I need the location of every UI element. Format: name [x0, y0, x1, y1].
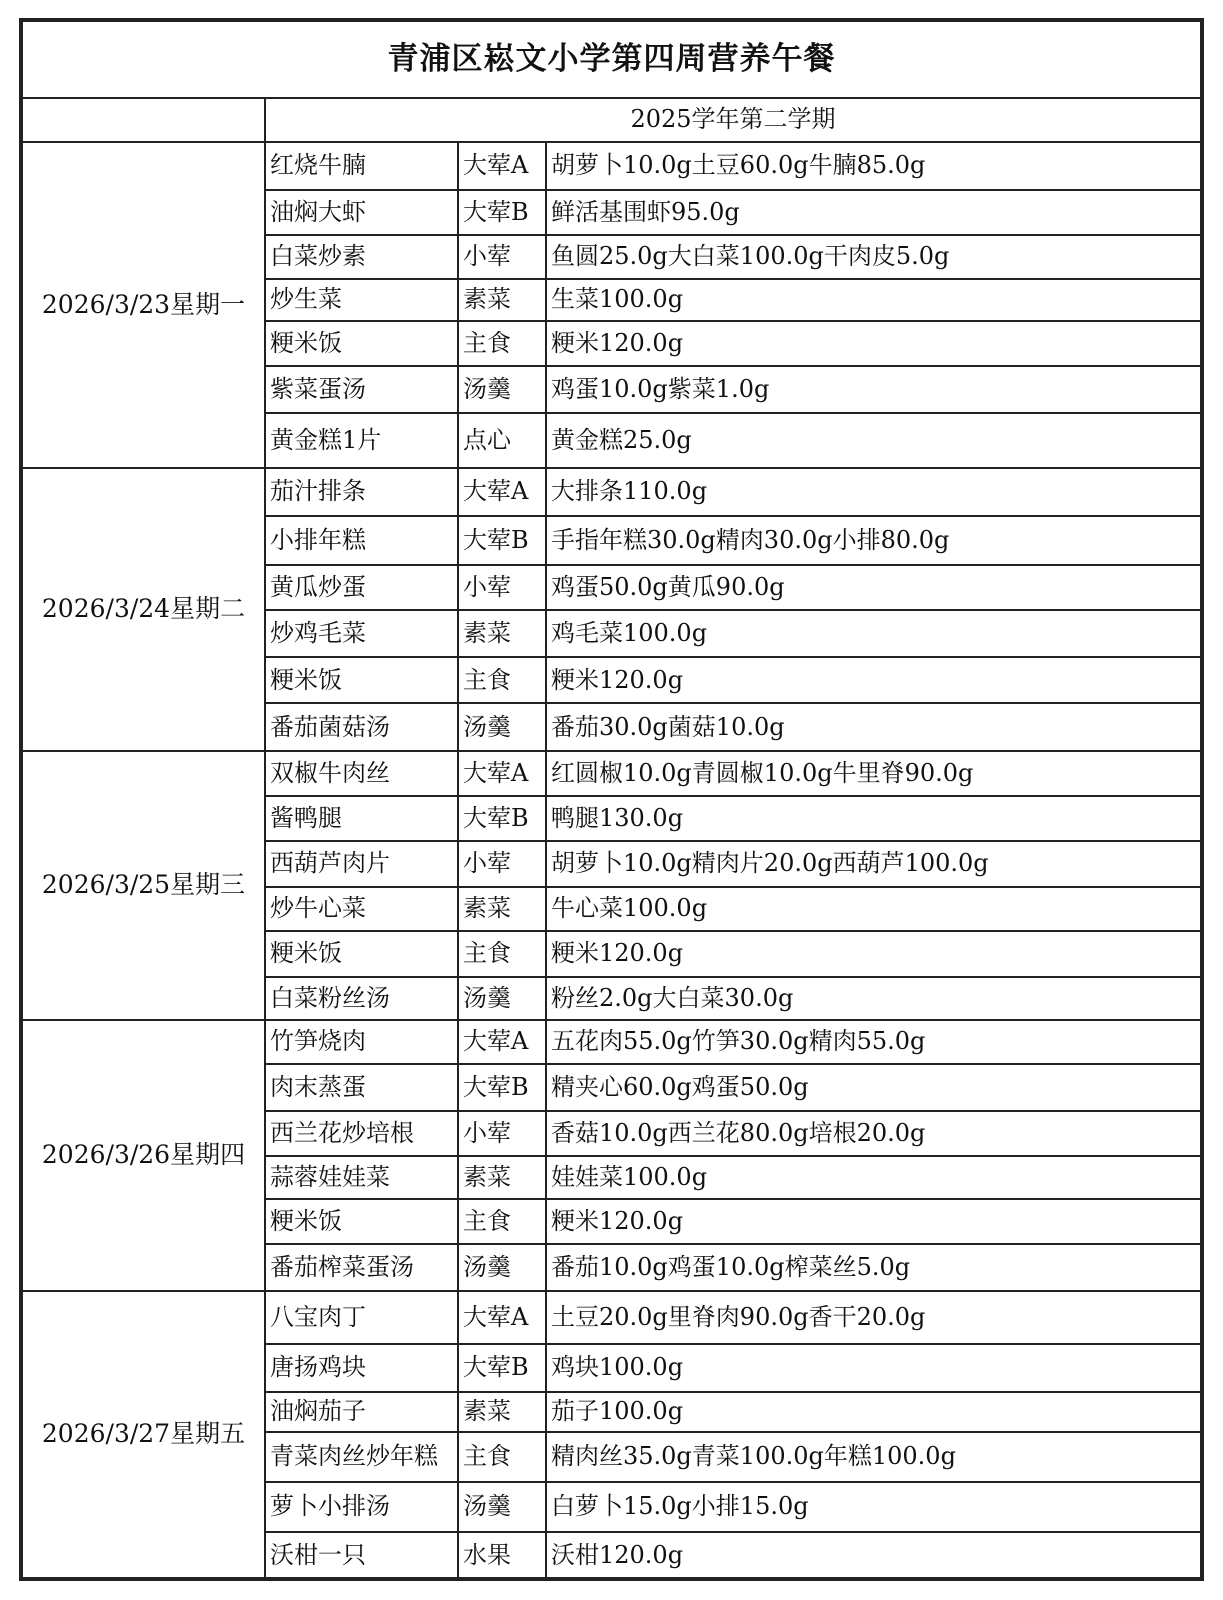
dish-ingredients: 胡萝卜10.0g精肉片20.0g西葫芦100.0g	[546, 841, 1201, 888]
dish-category: 小荤	[458, 1111, 546, 1156]
dish-name: 粳米饭	[265, 931, 458, 978]
dish-name: 黄瓜炒蛋	[265, 565, 458, 610]
dish-name: 粳米饭	[265, 657, 458, 704]
menu-row	[22, 751, 1201, 796]
dish-ingredients: 黄金糕25.0g	[546, 413, 1201, 468]
dish-ingredients: 娃娃菜100.0g	[546, 1156, 1201, 1198]
dish-category: 小荤	[458, 235, 546, 278]
dish-ingredients: 生菜100.0g	[546, 279, 1201, 321]
dish-category: 主食	[458, 1199, 546, 1244]
dish-name: 双椒牛肉丝	[265, 751, 458, 796]
dish-ingredients: 粳米120.0g	[546, 931, 1201, 978]
day-date: 2026/3/25星期三	[22, 751, 265, 1020]
dish-ingredients: 红圆椒10.0g青圆椒10.0g牛里脊90.0g	[546, 751, 1201, 796]
dish-ingredients: 粳米120.0g	[546, 657, 1201, 704]
menu-row	[22, 1020, 1201, 1064]
day-date: 2026/3/23星期一	[22, 142, 265, 468]
dish-name: 西葫芦肉片	[265, 841, 458, 888]
lunch-menu	[19, 18, 1204, 1581]
dish-name: 茄汁排条	[265, 468, 458, 517]
dish-ingredients: 鸡块100.0g	[546, 1344, 1201, 1392]
dish-ingredients: 鲜活基围虾95.0g	[546, 190, 1201, 235]
dish-name: 油焖茄子	[265, 1392, 458, 1432]
dish-category: 大荤A	[458, 1020, 546, 1064]
dish-category: 大荤A	[458, 142, 546, 190]
dish-name: 番茄榨菜蛋汤	[265, 1244, 458, 1291]
dish-name: 唐扬鸡块	[265, 1344, 458, 1392]
dish-name: 萝卜小排汤	[265, 1482, 458, 1533]
dish-name: 蒜蓉娃娃菜	[265, 1156, 458, 1198]
dish-category: 大荤B	[458, 796, 546, 840]
dish-name: 紫菜蛋汤	[265, 366, 458, 414]
dish-name: 西兰花炒培根	[265, 1111, 458, 1156]
dish-category: 大荤A	[458, 751, 546, 796]
dish-name: 酱鸭腿	[265, 796, 458, 840]
dish-ingredients: 大排条110.0g	[546, 468, 1201, 517]
dish-ingredients: 精肉丝35.0g青菜100.0g年糕100.0g	[546, 1432, 1201, 1482]
dish-name: 炒生菜	[265, 279, 458, 321]
dish-ingredients: 鸡毛菜100.0g	[546, 610, 1201, 657]
day-date: 2026/3/24星期二	[22, 468, 265, 751]
dish-category: 小荤	[458, 565, 546, 610]
title-row	[22, 21, 1201, 98]
dish-category: 主食	[458, 1432, 546, 1482]
menu-row	[22, 468, 1201, 517]
dish-ingredients: 番茄30.0g菌菇10.0g	[546, 703, 1201, 751]
dish-category: 汤羹	[458, 703, 546, 751]
dish-category: 汤羹	[458, 366, 546, 414]
menu-row	[22, 1291, 1201, 1345]
dish-ingredients: 鱼圆25.0g大白菜100.0g干肉皮5.0g	[546, 235, 1201, 278]
dish-ingredients: 胡萝卜10.0g土豆60.0g牛腩85.0g	[546, 142, 1201, 190]
dish-category: 素菜	[458, 610, 546, 657]
dish-ingredients: 鸡蛋10.0g紫菜1.0g	[546, 366, 1201, 414]
dish-ingredients: 香菇10.0g西兰花80.0g培根20.0g	[546, 1111, 1201, 1156]
dish-name: 肉末蒸蛋	[265, 1064, 458, 1111]
menu-row	[22, 142, 1201, 190]
dish-name: 小排年糕	[265, 516, 458, 565]
menu-table	[21, 20, 1202, 1579]
dish-name: 竹笋烧肉	[265, 1020, 458, 1064]
dish-name: 油焖大虾	[265, 190, 458, 235]
dish-category: 主食	[458, 931, 546, 978]
dish-name: 粳米饭	[265, 321, 458, 365]
dish-name: 粳米饭	[265, 1199, 458, 1244]
dish-ingredients: 精夹心60.0g鸡蛋50.0g	[546, 1064, 1201, 1111]
page-title: 青浦区崧文小学第四周营养午餐	[22, 21, 1201, 98]
dish-category: 大荤A	[458, 468, 546, 517]
dish-ingredients: 粉丝2.0g大白菜30.0g	[546, 977, 1201, 1019]
dish-category: 汤羹	[458, 1482, 546, 1533]
dish-ingredients: 手指年糕30.0g精肉30.0g小排80.0g	[546, 516, 1201, 565]
dish-category: 汤羹	[458, 1244, 546, 1291]
dish-ingredients: 牛心菜100.0g	[546, 887, 1201, 930]
dish-category: 素菜	[458, 1156, 546, 1198]
dish-name: 番茄菌菇汤	[265, 703, 458, 751]
dish-category: 素菜	[458, 887, 546, 930]
term-label: 2025学年第二学期	[265, 98, 1201, 142]
dish-name: 白菜粉丝汤	[265, 977, 458, 1019]
dish-category: 水果	[458, 1532, 546, 1578]
day-date: 2026/3/26星期四	[22, 1020, 265, 1291]
term-row	[22, 98, 1201, 142]
dish-name: 炒牛心菜	[265, 887, 458, 930]
dish-ingredients: 沃柑120.0g	[546, 1532, 1201, 1578]
dish-name: 沃柑一只	[265, 1532, 458, 1578]
dish-ingredients: 粳米120.0g	[546, 321, 1201, 365]
dish-category: 主食	[458, 321, 546, 365]
dish-name: 黄金糕1片	[265, 413, 458, 468]
dish-category: 大荤A	[458, 1291, 546, 1345]
dish-category: 大荤B	[458, 516, 546, 565]
dish-name: 炒鸡毛菜	[265, 610, 458, 657]
dish-category: 素菜	[458, 1392, 546, 1432]
dish-ingredients: 五花肉55.0g竹笋30.0g精肉55.0g	[546, 1020, 1201, 1064]
dish-ingredients: 茄子100.0g	[546, 1392, 1201, 1432]
dish-name: 八宝肉丁	[265, 1291, 458, 1345]
dish-ingredients: 鸡蛋50.0g黄瓜90.0g	[546, 565, 1201, 610]
dish-ingredients: 白萝卜15.0g小排15.0g	[546, 1482, 1201, 1533]
blank-cell	[22, 98, 265, 142]
dish-category: 主食	[458, 657, 546, 704]
dish-ingredients: 番茄10.0g鸡蛋10.0g榨菜丝5.0g	[546, 1244, 1201, 1291]
dish-category: 大荤B	[458, 190, 546, 235]
dish-ingredients: 土豆20.0g里脊肉90.0g香干20.0g	[546, 1291, 1201, 1345]
dish-category: 大荤B	[458, 1064, 546, 1111]
dish-name: 红烧牛腩	[265, 142, 458, 190]
dish-category: 小荤	[458, 841, 546, 888]
day-date: 2026/3/27星期五	[22, 1291, 265, 1578]
dish-name: 青菜肉丝炒年糕	[265, 1432, 458, 1482]
dish-category: 大荤B	[458, 1344, 546, 1392]
dish-category: 汤羹	[458, 977, 546, 1019]
dish-category: 素菜	[458, 279, 546, 321]
dish-ingredients: 鸭腿130.0g	[546, 796, 1201, 840]
dish-category: 点心	[458, 413, 546, 468]
dish-name: 白菜炒素	[265, 235, 458, 278]
dish-ingredients: 粳米120.0g	[546, 1199, 1201, 1244]
